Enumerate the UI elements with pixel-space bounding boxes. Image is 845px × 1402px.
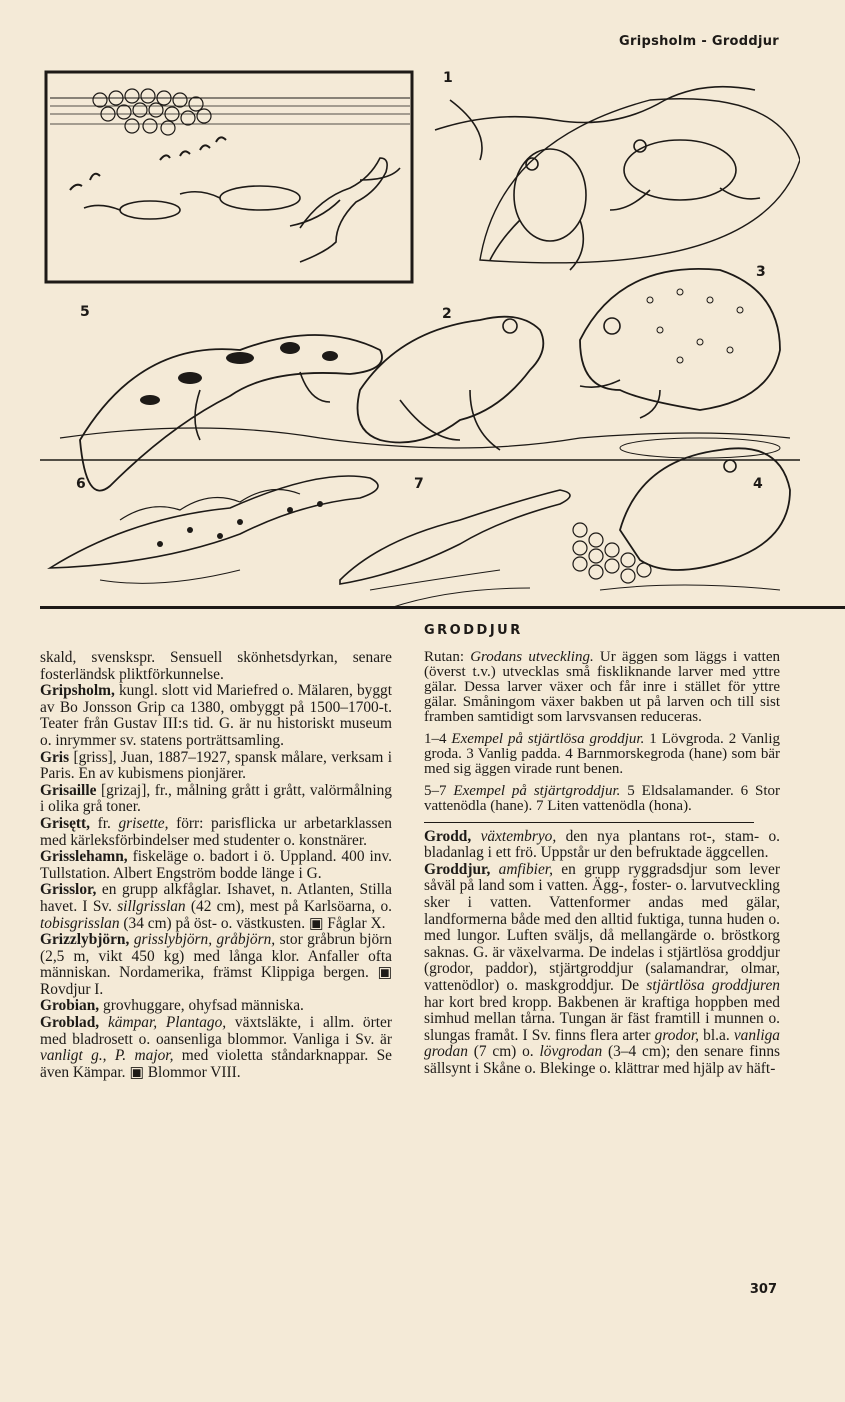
caption: 1–4 Exempel på stjärtlösa groddjur. 1 Lövgroda. 2 Vanlig groda. 3 Vanlig padda. 4 Barnmorskegroda (hane) som bär med sig äggen virade runt benen. [424,730,780,777]
figure-label-3: 3 [756,264,766,280]
caption-box-title: GRODDJUR [424,623,523,638]
right-column [424,623,780,1078]
figure-label-1: 1 [443,70,453,86]
amphibian-illustration [40,60,800,608]
dictionary-entry: Groddjur, amfibier, en grupp ryggradsdjur som lever såväl på land som i vatten. Ägg-, foster- o. larvutveckling sker i vatten. Vattenformer andas med gälar, landformerna både med den alltid fuktiga, tunna huden o. med lungor. Luften sväljs, då mellangärde o. bröstkorg saknas. G. är växelvarma. De indelas i stjärtlösa groddjur (grodor, paddor), stjärtgroddjur (salamandrar, olmar, vattenödlor) o. maskgroddjur. De stjärtlösa groddjuren har kort bred kropp. Bakbenen är kraftiga hoppben med simhud mellan tårna. Tungan är fäst framtill i munnen o. slungas framåt. I Sv. finns flera arter grodor, bl.a. vanliga grodan (7 cm) o. lövgrodan (3–4 cm); den senare finns sällsynt i Skåne o. Blekinge o. klättrar med hjälp av häft- [424,860,780,1077]
dictionary-entry: Groblad, kämpar, Plantago, växtsläkte, i allm. örter med bladrosett o. oansenliga blommor. Vanliga i Sv. är vanligt g., P. major, med violetta ståndarknappar. Se även Kämpar. ▣ Blommor VIII. [40,1014,392,1081]
dictionary-entry: Grobian, grovhuggare, ohyfsad människa. [40,997,304,1015]
figure-label-7: 7 [414,476,424,492]
left-column [40,650,392,1081]
caption-divider [424,822,754,823]
caption: Rutan: Grodans utveckling. Ur äggen som läggs i vatten (överst t.v.) utvecklas små fiskliknande larver med yttre gälar. Dessa larver växer och får inre i stället för yttre gälar. Småningom växer bakben ut på larven och till sist framben samtidigt som larvsvansen reduceras. [424,648,780,725]
dictionary-entry: Gris [griss], Juan, 1887–1927, spansk målare, verksam i Paris. En av kubismens pionjärer. [40,748,392,783]
running-title: Gripsholm - Groddjur [619,34,779,49]
dictionary-entry: Grisslehamn, fiskeläge o. badort i ö. Uppland. 400 inv. Tullstation. Albert Engström bodde länge i G. [40,848,392,882]
dictionary-entry: Grodd, växtembryo, den nya plantans rot-, stam- o. bladanlag i ett frö. Uppstår ur den befruktade äggcellen. [424,827,780,862]
figure-label-2: 2 [442,306,452,322]
dictionary-entry: skald, svenskspr. Sensuell skönhetsdyrkan, senare fosterländsk pliktförkunnelse. [40,649,392,683]
illustration-svg [40,60,800,608]
dictionary-entry: Grisętt, fr. grisette, förr: parisflicka ur arbetarklassen med kärleksförbindelser med studenter o. konstnärer. [40,814,392,849]
dictionary-entry: Gripsholm, kungl. slott vid Mariefred o. Mälaren, byggt av Bo Jonsson Grip ca 1380, ombyggt på 1500–1700-t. Teater från Gustav III:s tid. G. är nu historiskt museum o. inrymmer sv. statens porträttsamling. [40,682,392,749]
dictionary-entry: Grizzlybjörn, grisslybjörn, gråbjörn, stor gråbrun björn (2,5 m, vikt 450 kg) med långa klor. Anfaller ofta människan. Nordamerika, främst Klippiga bergen. ▣ Rovdjur I. [40,931,392,998]
page-number: 307 [749,1282,777,1297]
figure-label-6: 6 [76,476,86,492]
figure-label-5: 5 [80,304,90,320]
illustration-divider [40,606,845,609]
figure-label-4: 4 [753,476,763,492]
caption: 5–7 Exempel på stjärtgroddjur. 5 Eldsalamander. 6 Stor vattenödla (hane). 7 Liten vattenödla (hona). [424,782,781,814]
dictionary-entry: Grisaille [grizaj], fr., målning grått i grått, valörmålning i olika grå toner. [40,781,392,816]
dictionary-entry: Grisslor, en grupp alkfåglar. Ishavet, n. Atlanten, Stilla havet. I Sv. sillgrisslan (42 cm), mest på Karlsöarna, o. tobisgrisslan (34 cm) på öst- o. västkusten. ▣ Fåglar X. [40,881,392,932]
